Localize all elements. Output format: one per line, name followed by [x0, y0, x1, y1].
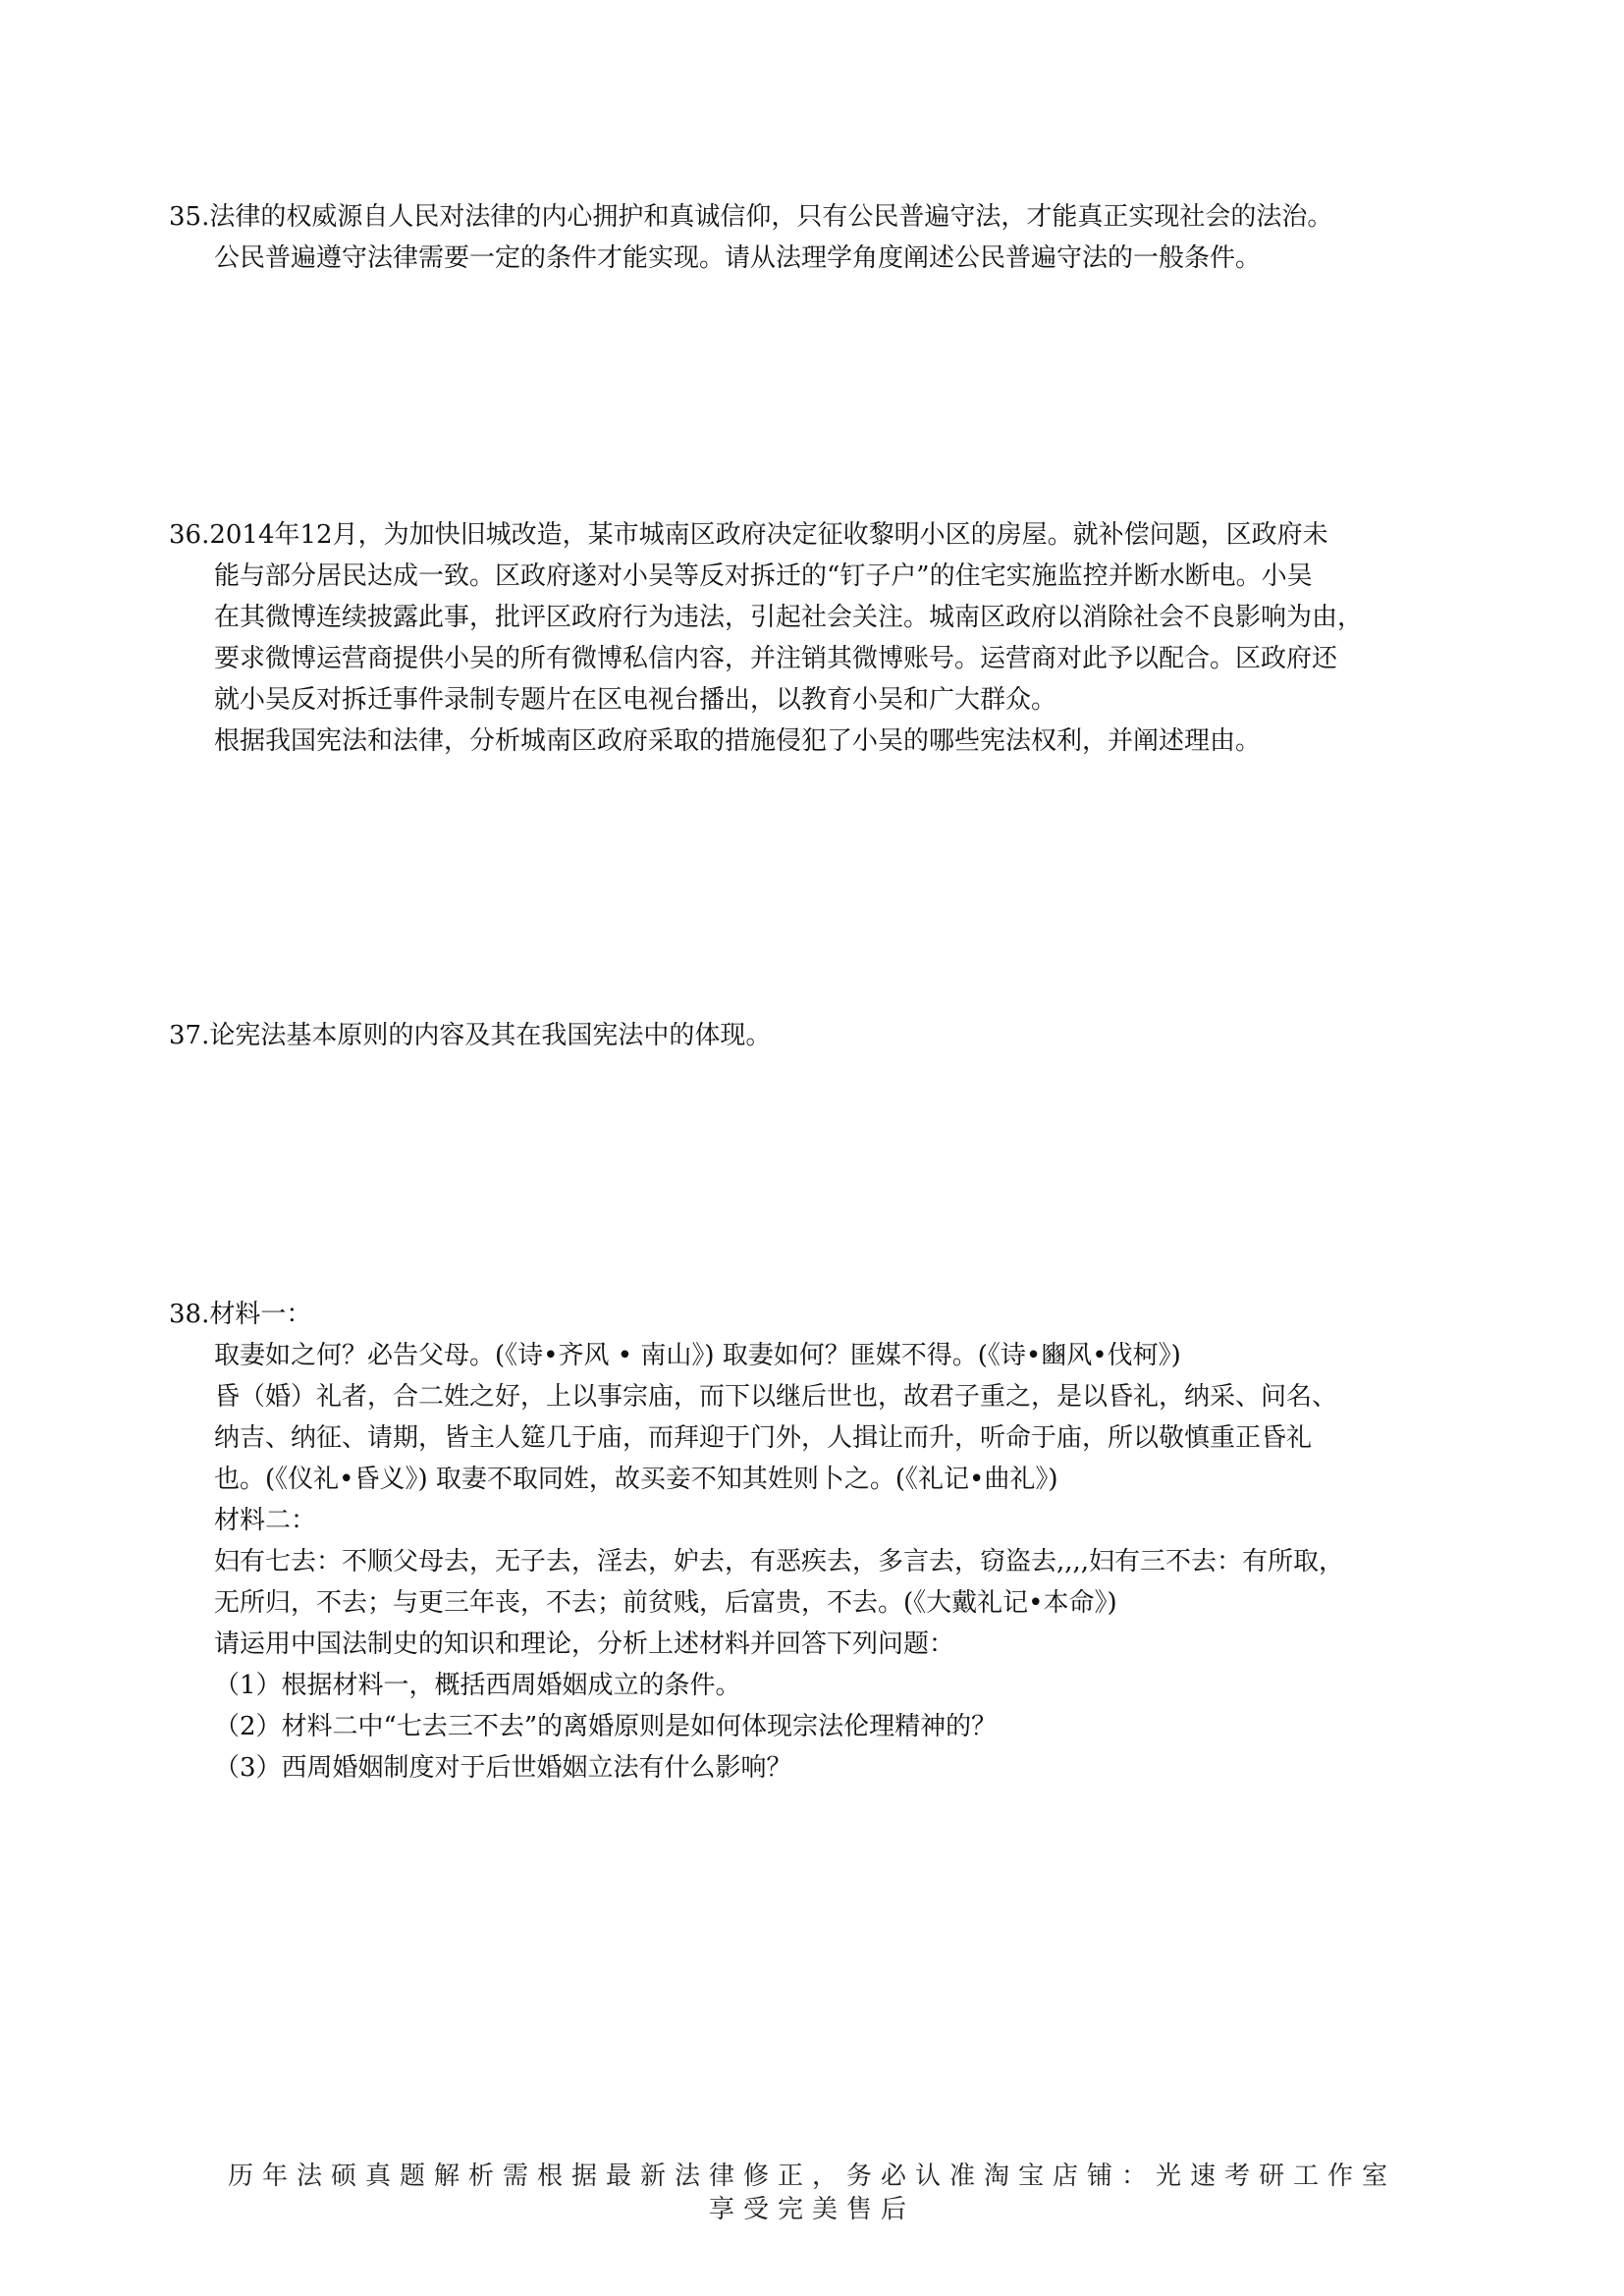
- question-38-line-9: 请运用中国法制史的知识和理论，分析上述材料并回答下列问题：: [214, 1629, 955, 1659]
- question-38-line-11: （2）材料二中“七去三不去”的离婚原则是如何体现宗法伦理精神的？: [214, 1712, 998, 1741]
- question-38-line-10: （1）根据材料一，概括西周婚姻成立的条件。: [214, 1671, 741, 1700]
- question-36-line-3: 在其微博连续披露此事，批评区政府行为违法，引起社会关注。城南区政府以消除社会不良影响为由，: [214, 603, 1364, 632]
- question-35: [169, 196, 1485, 279]
- question-38-line-2: 取妻如之何？必告父母。(《诗•齐风 • 南山》) 取妻如何？匪媒不得。(《诗•豳风•伐柯》): [214, 1341, 1181, 1370]
- question-36: [169, 514, 1485, 762]
- question-38-line-6: 材料二：: [214, 1506, 317, 1535]
- question-37: [169, 1015, 1485, 1056]
- question-35-line-2: 公民普遍遵守法律需要一定的条件才能实现。请从法理学角度阐述公民普遍守法的一般条件。: [214, 243, 1262, 273]
- question-36-line-4: 要求微博运营商提供小吴的所有微博私信内容，并注销其微博账号。运营商对此予以配合。区政府还: [214, 644, 1338, 673]
- footer-line-2: 享受完美售后: [708, 2195, 915, 2224]
- footer-line-1: 历年法硕真题解析需根据最新法律修正，务必认准淘宝店铺：光速考研工作室: [227, 2162, 1396, 2191]
- question-35-line-1: 35.法律的权威源自人民对法律的内心拥护和真诚信仰，只有公民普遍守法，才能真正实现社会的法治。: [169, 202, 1333, 232]
- question-38-line-4: 纳吉、纳征、请期，皆主人筵几于庙，而拜迎于门外，人揖让而升，听命于庙，所以敬慎重正昏礼: [214, 1423, 1313, 1453]
- question-38-line-1: 38.材料一：: [169, 1300, 312, 1329]
- question-38-line-7: 妇有七去：不顺父母去，无子去，淫去，妒去，有恶疾去，多言去，窃盗去,,,,妇有三不去：有所取，: [214, 1547, 1345, 1576]
- question-36-line-2: 能与部分居民达成一致。区政府遂对小吴等反对拆迁的“钉子户”的住宅实施监控并断水断电。小吴: [214, 561, 1313, 591]
- question-36-line-5: 就小吴反对拆迁事件录制专题片在区电视台播出，以教育小吴和广大群众。: [214, 685, 1057, 715]
- page-footer: [0, 2160, 1624, 2226]
- question-36-line-1: 36.2014年12月，为加快旧城改造，某市城南区政府决定征收黎明小区的房屋。就补偿问题，区政府未: [169, 520, 1328, 550]
- question-38-line-5: 也。(《仪礼•昏义》) 取妻不取同姓，故买妾不知其姓则卜之。(《礼记•曲礼》): [214, 1465, 1058, 1494]
- question-38: [169, 1294, 1485, 1789]
- question-38-line-12: （3）西周婚姻制度对于后世婚姻立法有什么影响？: [214, 1753, 792, 1783]
- question-36-line-6: 根据我国宪法和法律，分析城南区政府采取的措施侵犯了小吴的哪些宪法权利，并阐述理由。: [214, 726, 1262, 756]
- question-38-line-3: 昏（婚）礼者，合二姓之好，上以事宗庙，而下以继后世也，故君子重之，是以昏礼，纳采、问名、: [214, 1382, 1338, 1412]
- question-37-line-1: 37.论宪法基本原则的内容及其在我国宪法中的体现。: [169, 1021, 772, 1050]
- question-38-line-8: 无所归，不去；与更三年丧，不去；前贫贱，后富贵，不去。(《大戴礼记•本命》): [214, 1588, 1117, 1618]
